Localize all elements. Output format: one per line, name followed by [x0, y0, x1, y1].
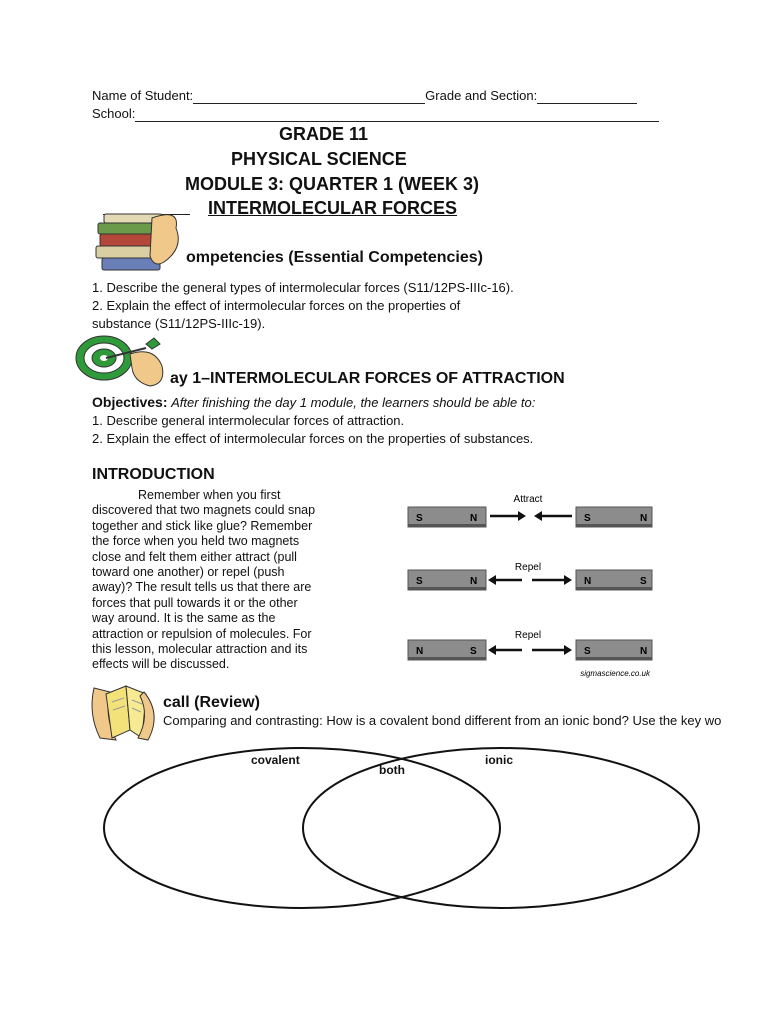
pole-label: N	[640, 513, 648, 524]
arrowhead	[518, 511, 526, 521]
competency-item-1: 1. Describe the general types of intermolecular forces (S11/12PS-IIIc-16).	[92, 280, 514, 295]
topic-title: INTERMOLECULAR FORCES	[208, 198, 457, 218]
day1-heading-prefix: ay 1	[170, 370, 202, 387]
magnet-shadow	[408, 657, 486, 660]
name-label: Name of Student:	[92, 88, 194, 103]
magnet-shadow	[576, 587, 652, 590]
intro-line: way around. It is the same as the	[92, 611, 276, 626]
magnet-shadow	[576, 524, 652, 527]
row-label: Repel	[514, 630, 542, 641]
grade-title: GRADE 11	[279, 124, 369, 144]
pole-label: S	[416, 513, 423, 524]
row-label: Attract	[513, 494, 543, 505]
objective-item-2: 2. Explain the effect of intermolecular forces on the properties of substances.	[92, 431, 534, 446]
competencies-heading: ompetencies (Essential Competencies)	[186, 249, 483, 266]
day1-heading	[170, 370, 565, 388]
books-icon	[92, 208, 184, 272]
intro-line: this lesson, molecular attraction and its	[92, 642, 308, 657]
grade-section-label: Grade and Section:	[425, 88, 538, 103]
arrowhead	[488, 645, 496, 655]
intro-line: away)? The result tells us that there are	[92, 580, 312, 595]
intro-line: discovered that two magnets could snap	[92, 503, 316, 518]
arrowhead	[534, 511, 542, 521]
recall-prompt: Comparing and contrasting: How is a covalent bond different from an ionic bond? Use the key wo	[163, 713, 722, 728]
magnet-shadow	[408, 587, 486, 590]
recall-heading: call (Review)	[163, 694, 260, 711]
intro-line: close and felt them either attract (pull	[92, 549, 297, 564]
venn-label-ionic: ionic	[485, 753, 514, 767]
student-info-line	[92, 88, 637, 104]
target-icon	[74, 332, 172, 388]
venn-label-both: both	[379, 763, 405, 777]
day1-heading-rest: –INTERMOLECULAR FORCES OF ATTRACTION	[201, 370, 565, 387]
subject-title: PHYSICAL SCIENCE	[231, 149, 407, 169]
intro-line: toward one another) or repel (push	[92, 565, 285, 580]
pole-label: N	[584, 576, 592, 587]
arrowhead	[488, 575, 496, 585]
introduction-paragraph	[92, 488, 354, 673]
row-label: Repel	[514, 562, 542, 573]
pole-label: N	[470, 513, 478, 524]
school-blank[interactable]	[135, 108, 659, 122]
objectives-label: Objectives:	[92, 394, 168, 410]
intro-line: effects will be discussed.	[92, 657, 230, 672]
pole-label: N	[470, 576, 478, 587]
intro-line: the force when you held two magnets	[92, 534, 300, 549]
magnet-shadow	[408, 524, 486, 527]
pole-label: N	[640, 646, 648, 657]
pole-label: S	[640, 576, 647, 587]
arrowhead	[564, 575, 572, 585]
magnet-row-repel-2	[408, 630, 652, 660]
pole-label: S	[584, 646, 591, 657]
pole-label: S	[584, 513, 591, 524]
image-credit: sigmascience.co.uk	[580, 669, 650, 678]
school-line	[92, 106, 659, 122]
competency-item-2: 2. Explain the effect of intermolecular forces on the properties of	[92, 298, 461, 313]
intro-line: Remember when you first	[138, 488, 281, 502]
pole-label: N	[416, 646, 424, 657]
introduction-heading: INTRODUCTION	[92, 466, 215, 483]
arrowhead	[564, 645, 572, 655]
competency-item-2-cont: substance (S11/12PS-IIIc-19).	[92, 316, 266, 331]
magnet-row-repel-1	[408, 562, 652, 590]
reading-book-icon	[82, 678, 164, 744]
grade-section-blank[interactable]	[537, 90, 637, 104]
objectives-line	[92, 394, 535, 411]
name-blank[interactable]	[193, 90, 425, 104]
magnets-diagram	[404, 488, 656, 684]
objectives-text: After finishing the day 1 module, the learners should be able to:	[171, 395, 536, 410]
module-title: MODULE 3: QUARTER 1 (WEEK 3)	[185, 174, 480, 194]
venn-label-covalent: covalent	[251, 753, 300, 767]
magnet-row-attract	[408, 494, 652, 527]
intro-line: attraction or repulsion of molecules. For	[92, 626, 312, 641]
intro-line: together and stick like glue? Remember	[92, 518, 313, 533]
objective-item-1: 1. Describe general intermolecular forces of attraction.	[92, 413, 405, 428]
pole-label: S	[470, 646, 477, 657]
intro-line: forces that pull towards it or the other	[92, 595, 298, 610]
pole-label: S	[416, 576, 423, 587]
school-label: School:	[92, 106, 136, 121]
magnet-shadow	[576, 657, 652, 660]
